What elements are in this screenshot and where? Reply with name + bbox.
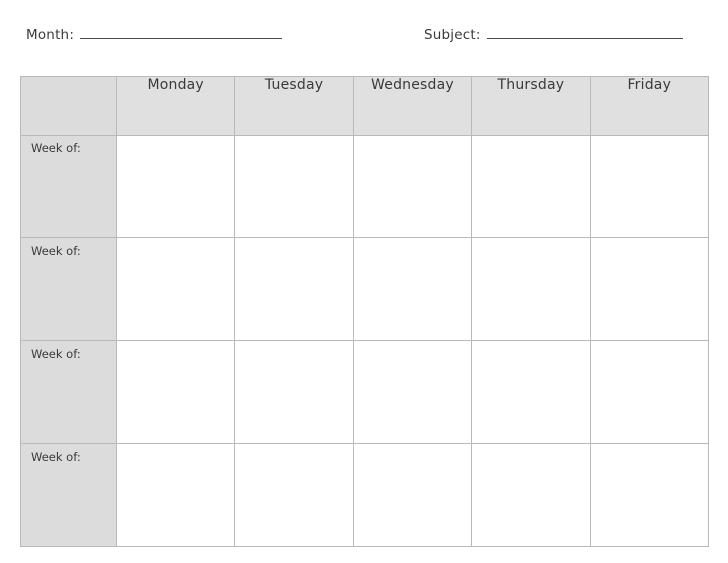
entry-cell[interactable] <box>590 444 708 547</box>
field-row <box>0 24 728 54</box>
month-input-line[interactable] <box>80 24 282 39</box>
subject-label: Subject: <box>424 27 481 43</box>
calendar-table-wrapper <box>20 76 708 547</box>
entry-cell[interactable] <box>235 444 353 547</box>
entry-cell[interactable] <box>590 238 708 341</box>
column-header-friday: Friday <box>590 77 708 136</box>
entry-cell[interactable] <box>117 238 235 341</box>
table-row <box>21 444 709 547</box>
week-of-label: Week of: <box>21 136 117 238</box>
subject-input-line[interactable] <box>487 24 683 39</box>
month-label: Month: <box>26 27 75 43</box>
entry-cell[interactable] <box>472 341 590 444</box>
subject-field <box>424 24 683 43</box>
entry-cell[interactable] <box>353 136 471 238</box>
entry-cell[interactable] <box>235 136 353 238</box>
corner-header <box>21 77 117 136</box>
entry-cell[interactable] <box>117 341 235 444</box>
header-row <box>21 77 709 136</box>
column-header-thursday: Thursday <box>472 77 590 136</box>
entry-cell[interactable] <box>353 444 471 547</box>
column-header-monday: Monday <box>117 77 235 136</box>
entry-cell[interactable] <box>472 238 590 341</box>
entry-cell[interactable] <box>235 341 353 444</box>
entry-cell[interactable] <box>117 444 235 547</box>
entry-cell[interactable] <box>472 136 590 238</box>
entry-cell[interactable] <box>117 136 235 238</box>
table-header <box>21 77 709 136</box>
week-of-label: Week of: <box>21 444 117 547</box>
week-of-label: Week of: <box>21 341 117 444</box>
table-row <box>21 136 709 238</box>
entry-cell[interactable] <box>590 341 708 444</box>
entry-cell[interactable] <box>590 136 708 238</box>
week-of-label: Week of: <box>21 238 117 341</box>
table-row <box>21 238 709 341</box>
month-field <box>26 24 282 43</box>
entry-cell[interactable] <box>235 238 353 341</box>
entry-cell[interactable] <box>472 444 590 547</box>
calendar-table <box>20 76 709 547</box>
column-header-tuesday: Tuesday <box>235 77 353 136</box>
entry-cell[interactable] <box>353 238 471 341</box>
entry-cell[interactable] <box>353 341 471 444</box>
table-row <box>21 341 709 444</box>
column-header-wednesday: Wednesday <box>353 77 471 136</box>
table-body <box>21 136 709 547</box>
